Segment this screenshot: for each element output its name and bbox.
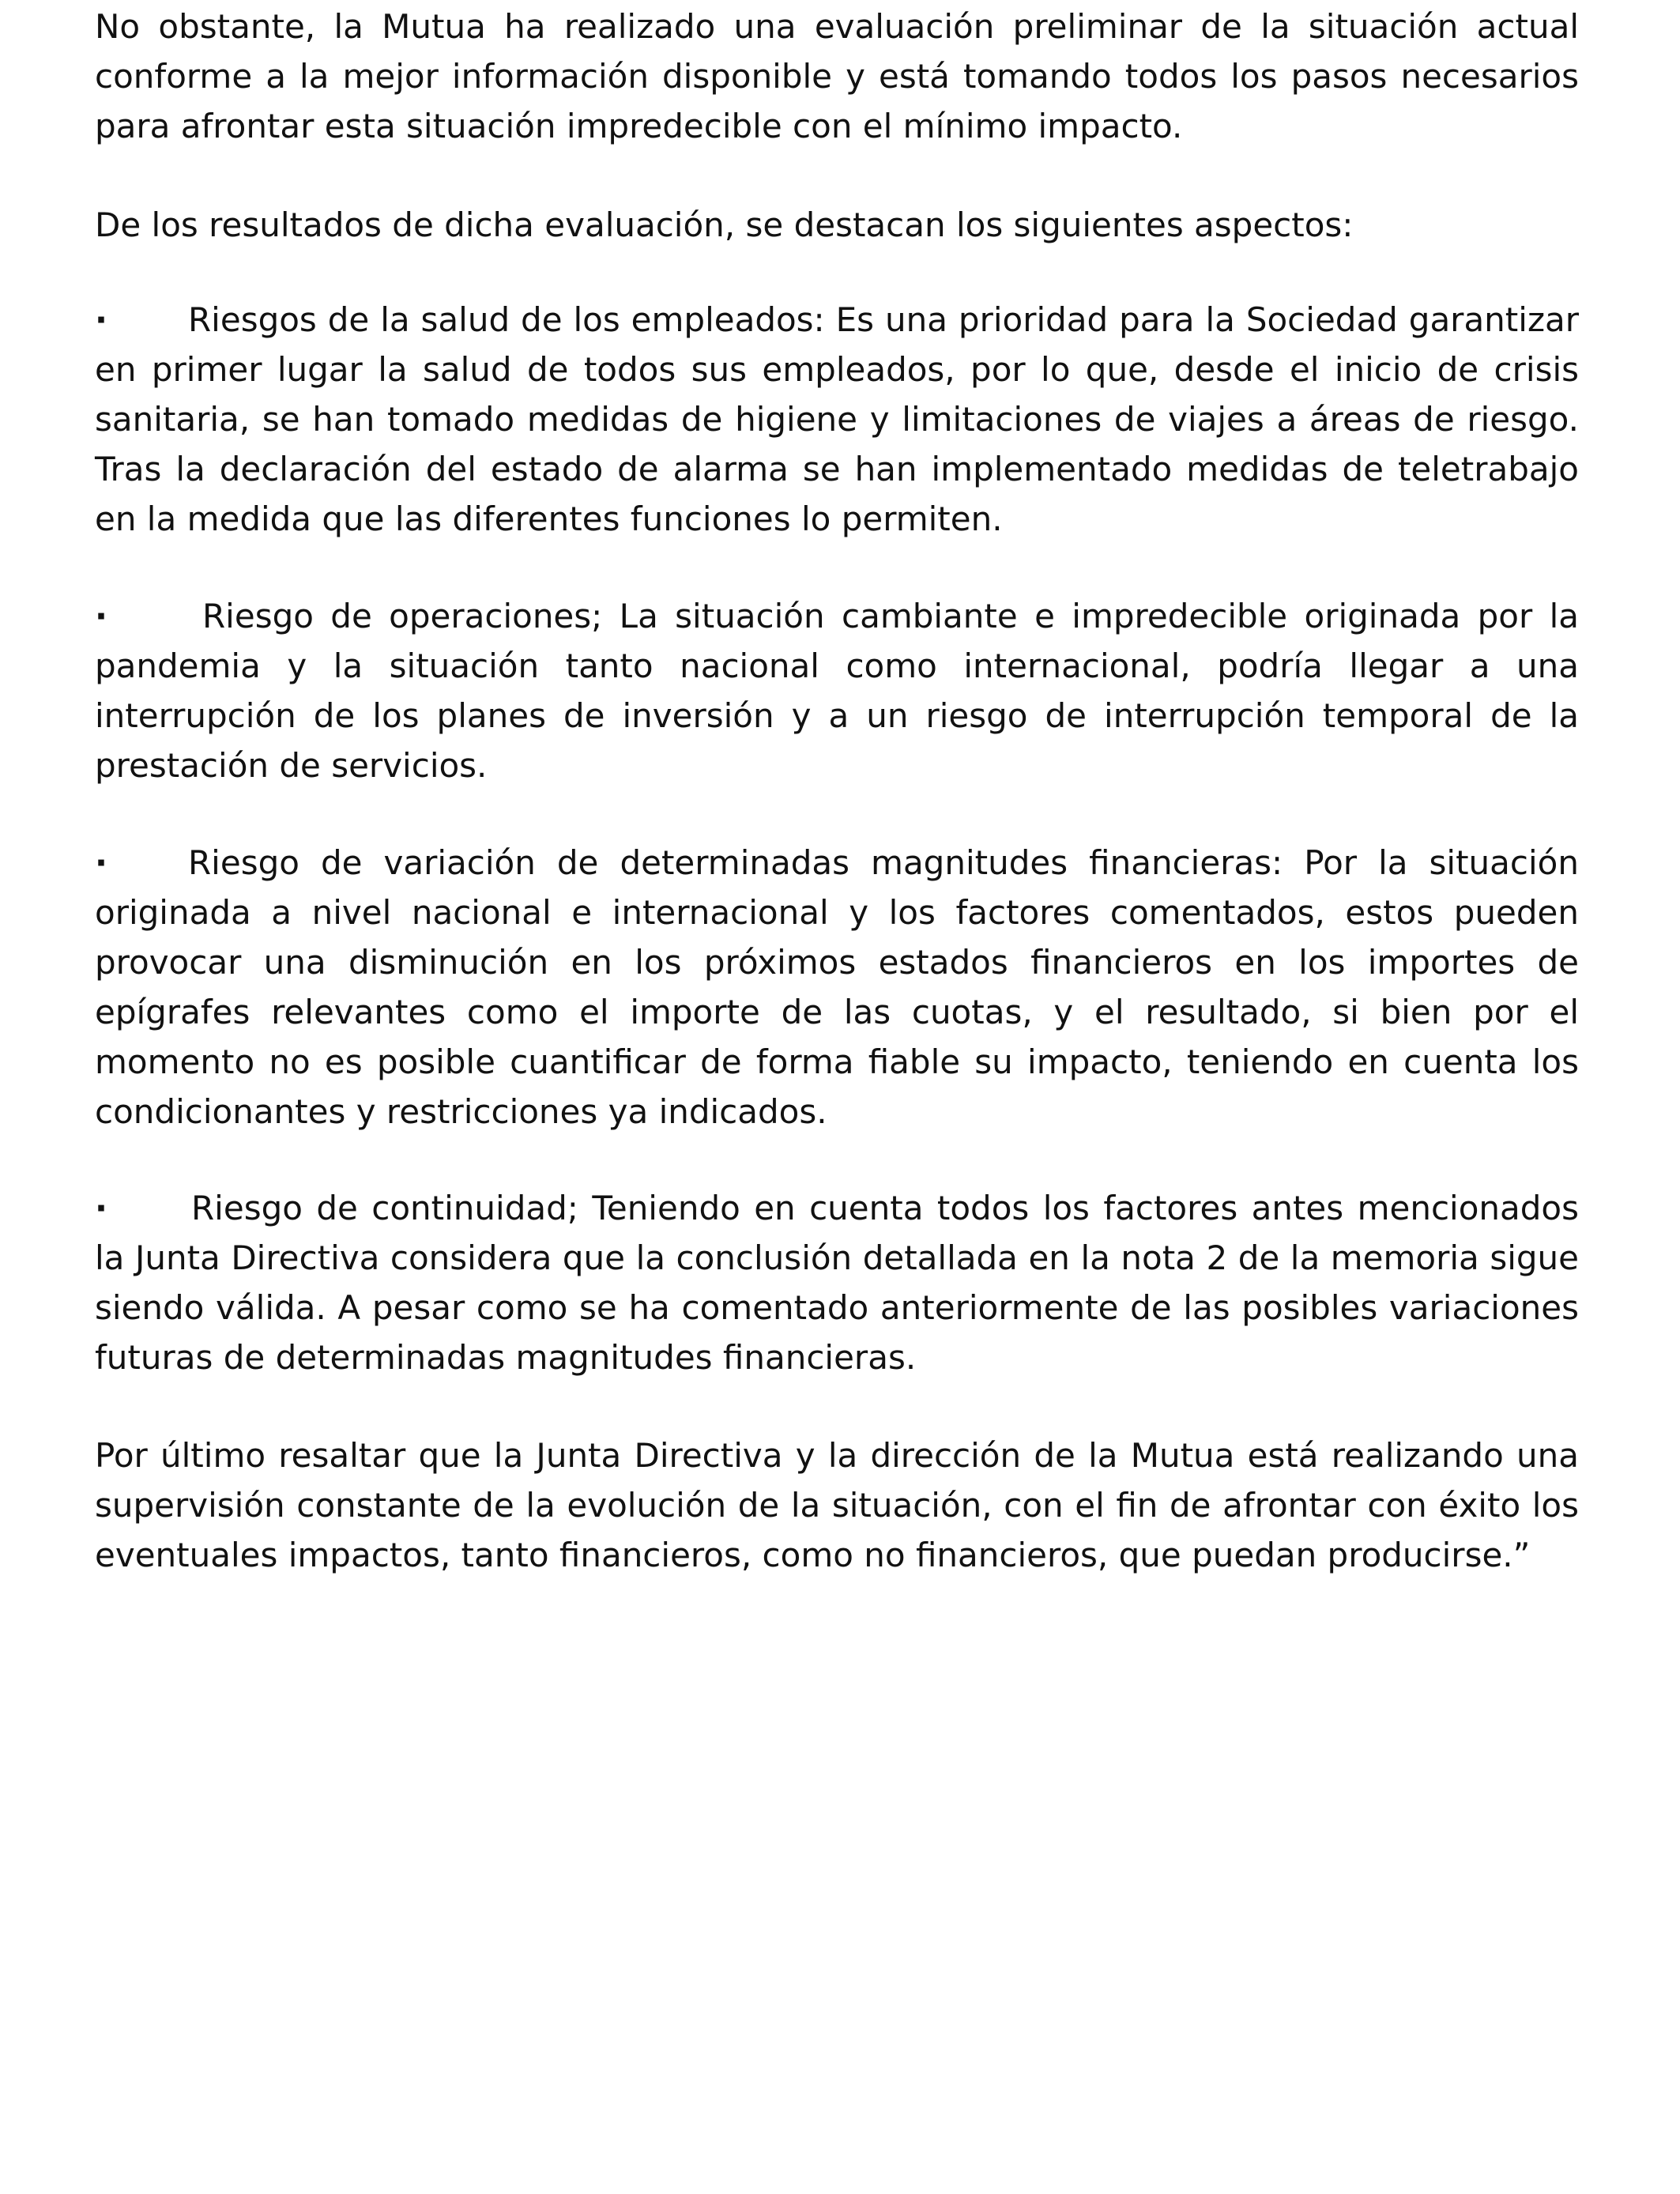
closing-paragraph: Por último resaltar que la Junta Directiva y la dirección de la Mutua está realizando una supervisión constante de la evolución de la situación, con el fin de afrontar con éxito los eventuales impactos, tanto financieros, como no financieros, que puedan producirse.” [95,1436,1579,1574]
bullet-text: Riesgo de continuidad; Teniendo en cuenta todos los factores antes mencionados la Junta Directiva considera que la conclusión detallada en la nota 2 de la memoria sigue siendo válida. A pesar como se ha comentado anteriormente de las posibles variaciones futuras de determinadas magnitudes financieras. [95,1189,1579,1377]
bullet-text: Riesgo de variación de determinadas magnitudes financieras: Por la situación originada a nivel nacional e internacional y los factores comentados, estos pueden provocar una disminución en los próximos estados financieros en los importes de epígrafes relevantes como el importe de las cuotas, y el resultado, si bien por el momento no es posible cuantificar de forma fiable su impacto, teniendo en cuenta los condicionantes y restricciones ya indicados. [95,843,1579,1131]
bullet-item-operations-risk [95,591,1579,790]
bullet-item-continuity-risk [95,1183,1579,1382]
bullet-item-financial-risk [95,838,1579,1137]
bullet-dot-icon: · [95,300,107,339]
bullet-dot-icon: · [95,843,107,882]
bullet-dot-icon: · [95,597,107,635]
bullet-item-health-risk [95,295,1579,544]
bullet-text: Riesgo de operaciones; La situación cambiante e impredecible originada por la pandemia y la situación tanto nacional como internacional, podría llegar a una interrupción de los planes de inversión y a un riesgo de interrupción temporal de la prestación de servicios. [95,597,1579,785]
bullet-dot-icon: · [95,1189,107,1227]
bullet-text: Riesgos de la salud de los empleados: Es una prioridad para la Sociedad garantizar en primer lugar la salud de todos sus empleados, por lo que, desde el inicio de crisis sanitaria, se han tomado medidas de higiene y limitaciones de viajes a áreas de riesgo. Tras la declaración del estado de alarma se han implementado medidas de teletrabajo en la medida que las diferentes funciones lo permiten. [95,300,1579,538]
results-intro-paragraph: De los resultados de dicha evaluación, se destacan los siguientes aspectos: [95,205,1354,244]
intro-paragraph: No obstante, la Mutua ha realizado una evaluación preliminar de la situación actual conforme a la mejor información disponible y está tomando todos los pasos necesarios para afrontar esta situación impredecible con el mínimo impacto. [95,7,1579,145]
